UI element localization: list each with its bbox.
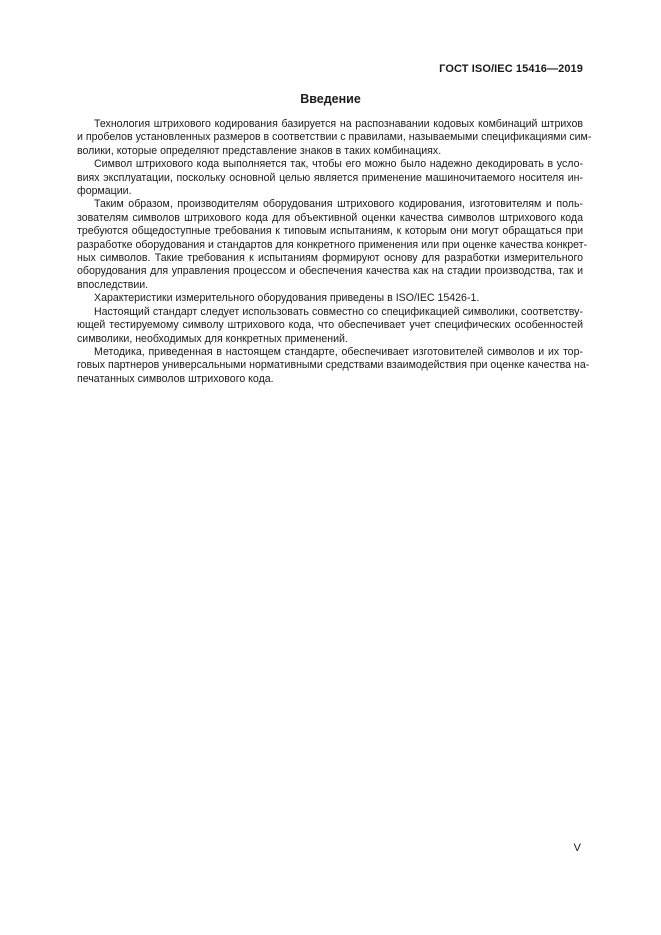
paragraph <box>77 292 583 305</box>
text-line: ющей тестируемому символу штрихового кода, что обеспечивает учет специфических особенностей <box>77 319 583 332</box>
standard-code-header: ГОСТ ISO/IEC 15416—2019 <box>439 63 583 75</box>
text-line: Символ штрихового кода выполняется так, чтобы его можно было надежно декодировать в усло- <box>94 158 583 171</box>
text-line: печатанных символов штрихового кода. <box>77 372 274 385</box>
text-line: ных символов. Такие требования к испытаниям формируют основу для разработки измерительного <box>77 252 583 265</box>
text-line: требуются общедоступные требования к типовым испытаниям, к которым они могут обращаться при <box>77 225 583 238</box>
text-line: зователям символов штрихового кода для объективной оценки качества символов штрихового кода <box>77 211 583 224</box>
text-line: оборудования для управления процессом и обеспечения качества как на стадии производства, так и <box>77 265 583 278</box>
text-line: впоследствии. <box>77 278 149 291</box>
body-text <box>77 118 592 386</box>
text-line: волики, которые определяют представление знаков в таких комбинациях. <box>77 144 442 157</box>
text-line: Характеристики измерительного оборудования приведены в ISO/IEC 15426-1. <box>94 292 480 305</box>
text-line: говых партнеров универсальными нормативными средствами взаимодействия при оценке качества на- <box>77 359 590 372</box>
text-line: формации. <box>77 185 132 198</box>
text-line: символики, необходимых для конкретных применений. <box>77 332 348 345</box>
paragraph <box>77 306 583 346</box>
paragraph <box>77 198 588 292</box>
section-title: Введение <box>300 92 361 106</box>
text-line: Таким образом, производителям оборудования штрихового кодирования, изготовителям и поль- <box>94 198 583 211</box>
paragraph <box>77 345 590 386</box>
text-line: разработке оборудования и стандартов для конкретного применения или при оценке качества конкрет- <box>77 238 588 251</box>
text-line: виях эксплуатации, поскольку основной целью является применение машиночитаемого носителя ин- <box>77 171 583 184</box>
text-line: и пробелов установленных размеров в соответствии с правилами, называемыми спецификациями сим- <box>77 131 592 144</box>
text-line: Технология штрихового кодирования базируется на распознавании кодовых комбинаций штрихов <box>94 118 583 130</box>
text-line: Методика, приведенная в настоящем стандарте, обеспечивает изготовителей символов и их тор- <box>94 345 583 358</box>
text-line: Настоящий стандарт следует использовать совместно со спецификацией символики, соответству- <box>94 305 583 318</box>
paragraph <box>77 118 592 158</box>
page-number: V <box>573 842 581 854</box>
paragraph <box>77 158 583 198</box>
